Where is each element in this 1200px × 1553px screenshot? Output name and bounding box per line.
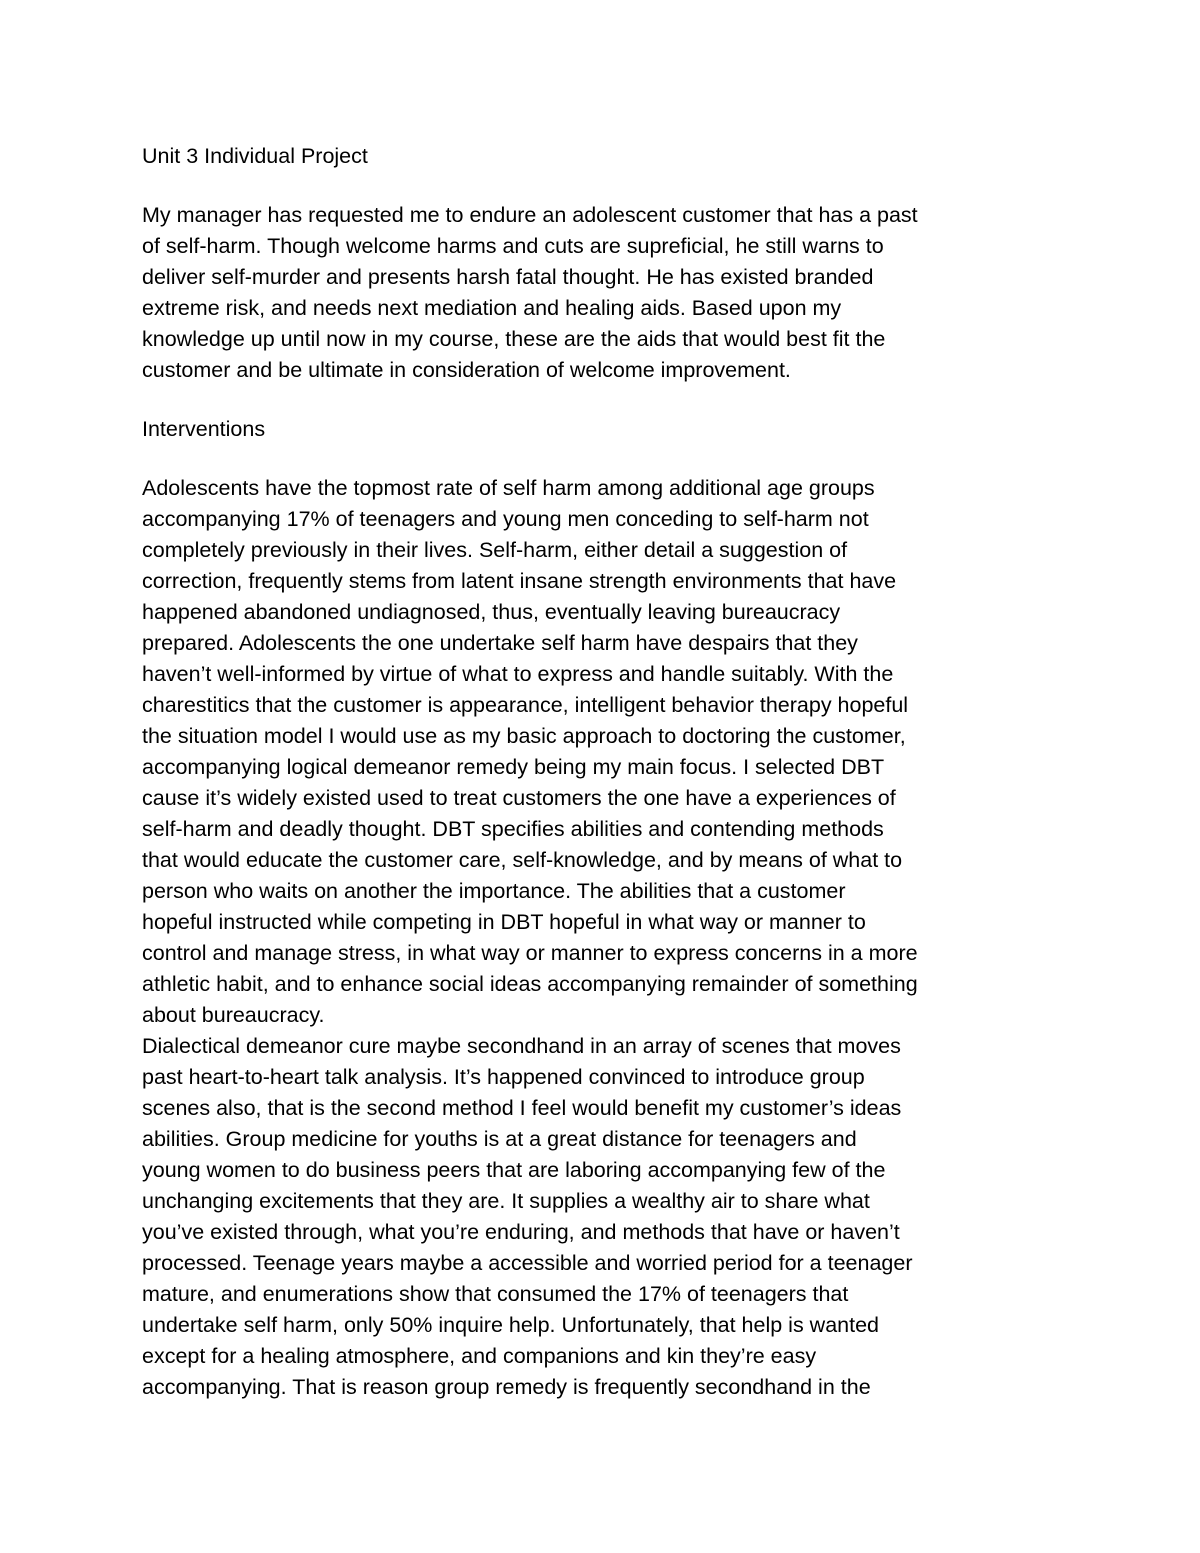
text-line: person who waits on another the importance. The abilities that a customer — [142, 879, 846, 903]
text-line: Adolescents have the topmost rate of self harm among additional age groups — [142, 476, 875, 500]
text-line: unchanging excitements that they are. It supplies a wealthy air to share what — [142, 1189, 870, 1213]
text-line: scenes also, that is the second method I feel would benefit my customer’s ideas — [142, 1096, 902, 1120]
text-line: about bureaucracy. — [142, 1003, 325, 1027]
text-line: athletic habit, and to enhance social ideas accompanying remainder of something — [142, 972, 918, 996]
text-line: control and manage stress, in what way or manner to express concerns in a more — [142, 941, 918, 965]
text-line: mature, and enumerations show that consumed the 17% of teenagers that — [142, 1282, 849, 1306]
text-line: knowledge up until now in my course, these are the aids that would best fit the — [142, 327, 886, 351]
text-line: completely previously in their lives. Self-harm, either detail a suggestion of — [142, 538, 848, 562]
paragraph-gap — [142, 445, 1072, 473]
text-line: except for a healing atmosphere, and companions and kin they’re easy — [142, 1344, 817, 1368]
text-line: customer and be ultimate in consideration of welcome improvement. — [142, 358, 791, 382]
document-title: Unit 3 Individual Project — [142, 144, 368, 168]
text-line: charestitics that the customer is appearance, intelligent behavior therapy hopeful — [142, 693, 909, 717]
text-line: that would educate the customer care, self-knowledge, and by means of what to — [142, 848, 903, 872]
text-line: past heart-to-heart talk analysis. It’s happened convinced to introduce group — [142, 1065, 865, 1089]
text-line: young women to do business peers that are laboring accompanying few of the — [142, 1158, 886, 1182]
text-line: extreme risk, and needs next mediation and healing aids. Based upon my — [142, 296, 842, 320]
text-line: you’ve existed through, what you’re enduring, and methods that have or haven’t — [142, 1220, 900, 1244]
text-line: cause it’s widely existed used to treat customers the one have a experiences of — [142, 786, 896, 810]
text-line: accompanying 17% of teenagers and young men conceding to self-harm not — [142, 507, 869, 531]
text-line: self-harm and deadly thought. DBT specifies abilities and contending methods — [142, 817, 884, 841]
text-line: processed. Teenage years maybe a accessible and worried period for a teenager — [142, 1251, 913, 1275]
text-line: accompanying. That is reason group remedy is frequently secondhand in the — [142, 1375, 871, 1399]
text-line: accompanying logical demeanor remedy being my main focus. I selected DBT — [142, 755, 885, 779]
section-heading: Interventions — [142, 417, 266, 441]
paragraph-gap — [142, 172, 1072, 200]
paragraph-gap — [142, 386, 1072, 414]
text-line: undertake self harm, only 50% inquire help. Unfortunately, that help is wanted — [142, 1313, 880, 1337]
text-line: hopeful instructed while competing in DBT hopeful in what way or manner to — [142, 910, 866, 934]
text-line: haven’t well-informed by virtue of what to express and handle suitably. With the — [142, 662, 894, 686]
text-line: happened abandoned undiagnosed, thus, eventually leaving bureaucracy — [142, 600, 841, 624]
text-line: correction, frequently stems from latent insane strength environments that have — [142, 569, 897, 593]
body-paragraph — [142, 473, 1072, 1403]
text-line: the situation model I would use as my basic approach to doctoring the customer, — [142, 724, 906, 748]
text-line: prepared. Adolescents the one undertake self harm have despairs that they — [142, 631, 858, 655]
text-line: of self-harm. Though welcome harms and cuts are supreficial, he still warns to — [142, 234, 884, 258]
intro-paragraph — [142, 200, 1072, 386]
text-line: Dialectical demeanor cure maybe secondhand in an array of scenes that moves — [142, 1034, 901, 1058]
text-line: deliver self-murder and presents harsh fatal thought. He has existed branded — [142, 265, 874, 289]
text-line: My manager has requested me to endure an adolescent customer that has a past — [142, 203, 918, 227]
text-line: abilities. Group medicine for youths is at a great distance for teenagers and — [142, 1127, 857, 1151]
document-page — [142, 141, 1072, 1403]
